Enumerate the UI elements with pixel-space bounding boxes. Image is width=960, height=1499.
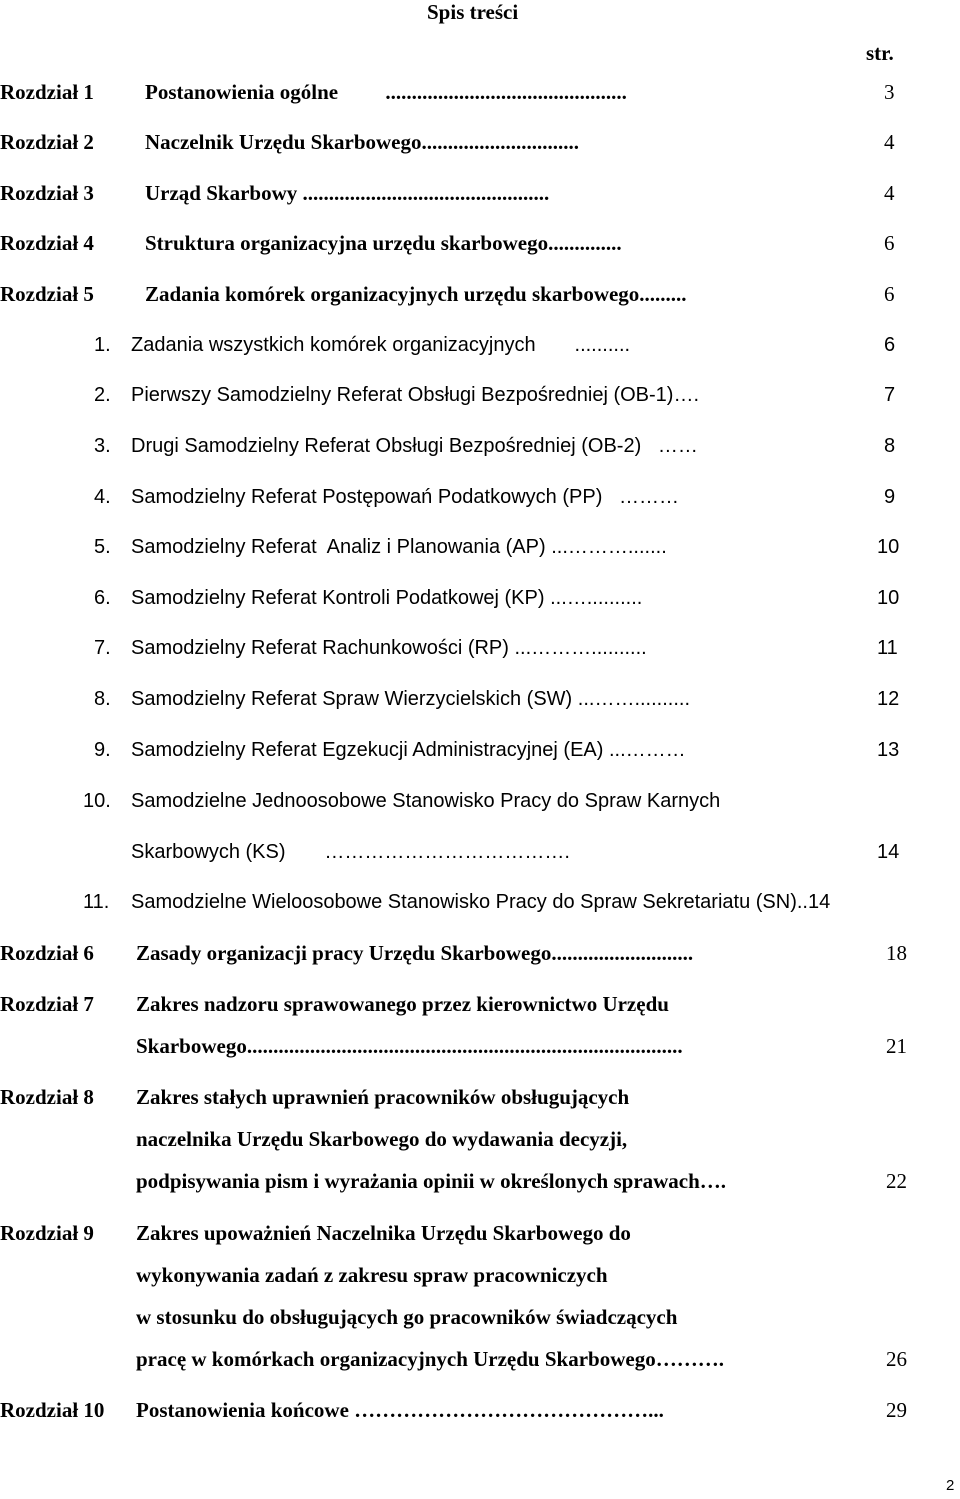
subentry-number: 11. — [83, 891, 110, 913]
subentry-number: 6. — [94, 587, 111, 609]
subentry-page: 12 — [877, 688, 900, 710]
subentry-title: Zadania wszystkich komórek organizacyjnych .......... — [131, 334, 631, 356]
chapter-page: 4 — [884, 181, 895, 205]
chapter-title: Naczelnik Urzędu Skarbowego.............................. — [145, 130, 579, 154]
subentry-number: 8. — [94, 688, 111, 710]
chapter-page: 4 — [884, 130, 895, 154]
chapter-label: Rozdział 1 — [0, 80, 94, 104]
chapter-page: 6 — [884, 282, 895, 306]
chapter-page: 22 — [886, 1169, 907, 1193]
subentry-number: 9. — [94, 739, 111, 761]
chapter-title: Postanowienia końcowe ……………………………………... — [136, 1398, 664, 1422]
chapter-page: 21 — [886, 1034, 907, 1058]
subentry-page: 7 — [884, 384, 896, 406]
footer-page-number: 2 — [946, 1477, 955, 1494]
subentry-page: 6 — [884, 334, 896, 356]
chapter-title-line3: w stosunku do obsługujących go pracowników świadczących — [136, 1305, 678, 1329]
chapter-title-line2: wykonywania zadań z zakresu spraw pracowniczych — [136, 1263, 608, 1287]
chapter-page: 6 — [884, 231, 895, 255]
chapter-title: Zasady organizacji pracy Urzędu Skarbowego........................... — [136, 941, 694, 965]
chapter-title-line4: pracę w komórkach organizacyjnych Urzędu Skarbowego………. — [136, 1347, 724, 1371]
chapter-title-line1: Zakres upoważnień Naczelnika Urzędu Skarbowego do — [136, 1221, 631, 1245]
subentry-page: 10 — [877, 587, 900, 609]
chapter-title: Struktura organizacyjna urzędu skarbowego.............. — [145, 231, 622, 255]
chapter-label: Rozdział 6 — [0, 941, 94, 965]
subentry-title: Samodzielny Referat Kontroli Podatkowej (KP) ...….......... — [131, 587, 643, 609]
chapter-label: Rozdział 9 — [0, 1221, 94, 1245]
chapter-title-line2: Skarbowego................................................................................... — [136, 1034, 683, 1058]
subentry-number: 3. — [94, 435, 111, 457]
subentry-title: Samodzielny Referat Rachunkowości (RP) ...……….......... — [131, 637, 647, 659]
subentry-page: 9 — [884, 486, 896, 508]
subentry-title: Samodzielny Referat Spraw Wierzycielskich (SW) ...…….......... — [131, 688, 691, 710]
subentry-number: 2. — [94, 384, 111, 406]
subentry-title: Samodzielne Wieloosobowe Stanowisko Pracy do Spraw Sekretariatu (SN)..14 — [131, 891, 831, 913]
chapter-label: Rozdział 8 — [0, 1085, 94, 1109]
chapter-label: Rozdział 2 — [0, 130, 94, 154]
chapter-title-line2: naczelnika Urzędu Skarbowego do wydawania decyzji, — [136, 1127, 628, 1151]
subentry-number: 10. — [83, 790, 111, 812]
chapter-label: Rozdział 10 — [0, 1398, 105, 1422]
chapter-label: Rozdział 4 — [0, 231, 94, 255]
subentry-page: 8 — [884, 435, 896, 457]
chapter-label: Rozdział 7 — [0, 992, 94, 1016]
chapter-title-line1: Zakres nadzoru sprawowanego przez kierownictwo Urzędu — [136, 992, 669, 1016]
chapter-label: Rozdział 3 — [0, 181, 94, 205]
chapter-title-line1: Zakres stałych uprawnień pracowników obsługujących — [136, 1085, 630, 1109]
chapter-label: Rozdział 5 — [0, 282, 94, 306]
subentry-page: 10 — [877, 536, 900, 558]
subentry-page: 13 — [877, 739, 900, 761]
subentry-title: Samodzielny Referat Analiz i Planowania (AP) ...………....... — [131, 536, 667, 558]
chapter-title: Postanowienia ogólne .............................................. — [145, 80, 627, 104]
chapter-page: 29 — [886, 1398, 907, 1422]
chapter-title: Urząd Skarbowy ............................................... — [145, 181, 550, 205]
chapter-page: 3 — [884, 80, 895, 104]
subentry-number: 7. — [94, 637, 111, 659]
chapter-page: 18 — [886, 941, 907, 965]
subentry-number: 4. — [94, 486, 111, 508]
chapter-title: Zadania komórek organizacyjnych urzędu skarbowego......... — [145, 282, 687, 306]
subentry-title-line1: Samodzielne Jednoosobowe Stanowisko Pracy do Spraw Karnych — [131, 790, 721, 812]
subentry-title: Samodzielny Referat Postępowań Podatkowych (PP) ……… — [131, 486, 680, 508]
chapter-page: 26 — [886, 1347, 907, 1371]
chapter-title-line3: podpisywania pism i wyrażania opinii w określonych sprawach…. — [136, 1169, 727, 1193]
subentry-title: Samodzielny Referat Egzekucji Administracyjnej (EA) ...……… — [131, 739, 686, 761]
subentry-page: 14 — [877, 841, 900, 863]
subentry-title-line2: Skarbowych (KS) ………………………………. — [131, 841, 570, 863]
subentry-number: 5. — [94, 536, 111, 558]
subentry-number: 1. — [94, 334, 111, 356]
subentry-title: Pierwszy Samodzielny Referat Obsługi Bezpośredniej (OB-1)…. — [131, 384, 699, 406]
page-column-header: str. — [866, 41, 894, 65]
subentry-title: Drugi Samodzielny Referat Obsługi Bezpośredniej (OB-2) …… — [131, 435, 698, 457]
subentry-page: 11 — [877, 637, 898, 659]
toc-title: Spis treści — [427, 0, 519, 24]
